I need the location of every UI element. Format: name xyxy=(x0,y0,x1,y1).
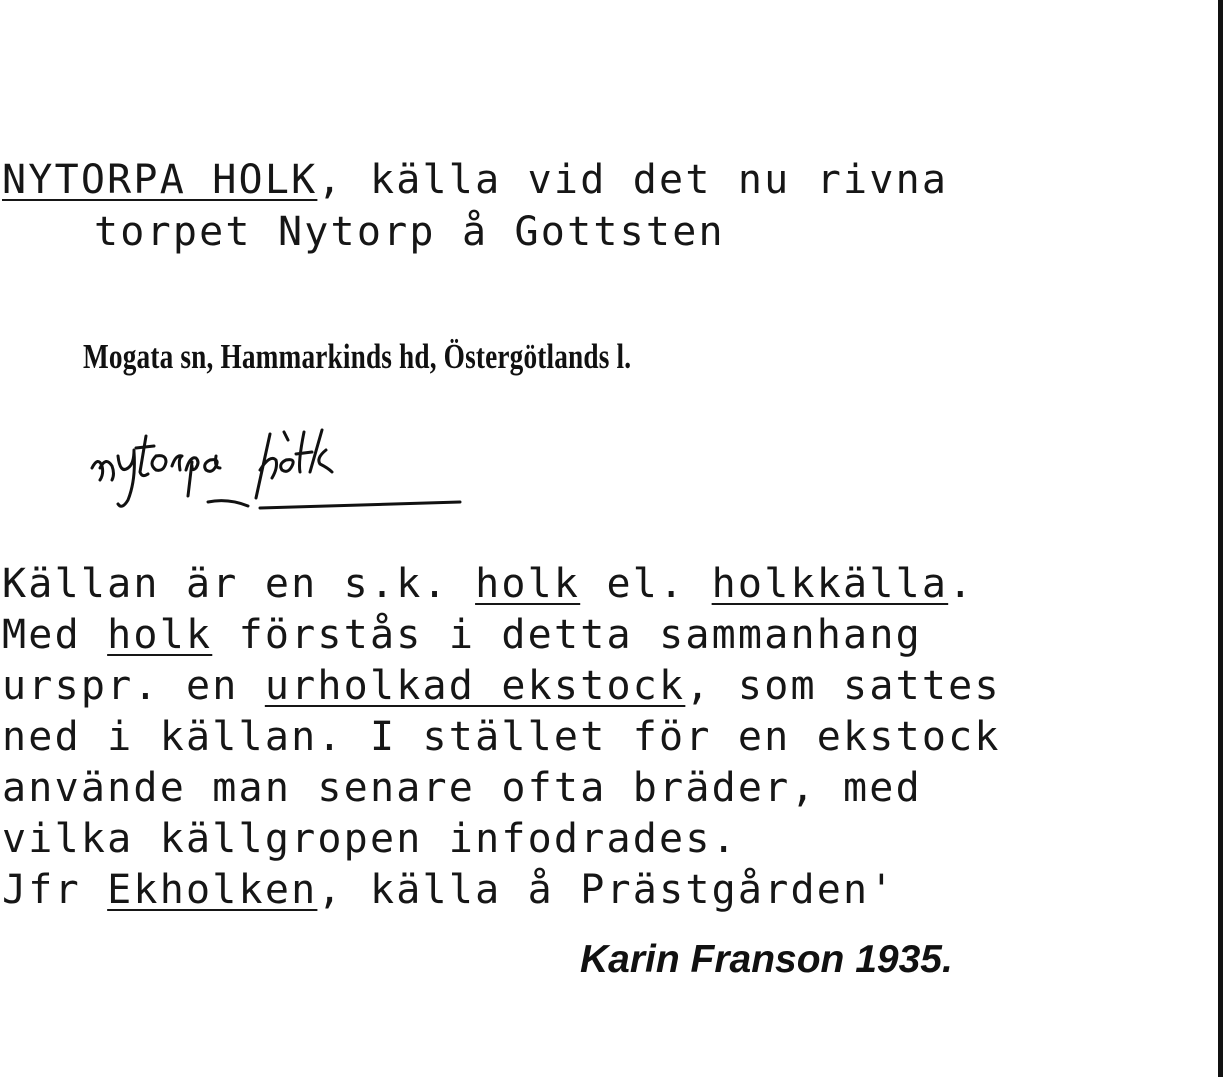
entry-title-line-2: torpet Nytorp å Gottsten xyxy=(94,209,725,255)
body-line-3-text-a: urspr. en xyxy=(2,663,265,709)
underlined-term-urholkad-ekstock: urholkad ekstock xyxy=(264,663,686,709)
body-text xyxy=(2,559,1001,916)
body-line-6: vilka källgropen infodrades. xyxy=(2,816,738,862)
entry-name: NYTORPA HOLK xyxy=(2,157,318,203)
card-edge-line xyxy=(1218,0,1223,1077)
location-stamp: Mogata sn, Hammarkinds hd, Östergötlands l. xyxy=(83,337,632,376)
body-line-7 xyxy=(2,867,896,913)
body-line-7-text-b: , källa å Prästgården' xyxy=(317,867,896,913)
handwritten-pronunciation-drawing xyxy=(90,426,470,516)
body-line-5: använde man senare ofta bräder, med xyxy=(2,765,922,811)
body-line-3 xyxy=(2,663,1001,709)
signature: Karin Franson 1935. xyxy=(580,938,953,981)
body-line-1-text-a: Källan är en s.k. xyxy=(2,561,476,607)
underlined-term-holkkalla: holkkälla xyxy=(711,561,949,607)
underlined-term-holk: holk xyxy=(475,561,581,607)
body-line-4: ned i källan. I stället för en ekstock xyxy=(2,714,1001,760)
body-line-1 xyxy=(2,561,974,607)
underlined-term-ekholken: Ekholken xyxy=(107,867,318,913)
body-line-3-text-b: , som sattes xyxy=(685,663,1001,709)
underlined-term-holk-2: holk xyxy=(107,612,213,658)
body-line-1-text-c: . xyxy=(948,561,975,607)
body-line-2 xyxy=(2,612,922,658)
body-line-2-text-a: Med xyxy=(2,612,108,658)
entry-title-rest: , källa vid det nu rivna xyxy=(317,157,949,203)
entry-title-line xyxy=(2,155,948,206)
body-line-2-text-b: förstås i detta sammanhang xyxy=(212,612,922,658)
body-line-7-text-a: Jfr xyxy=(2,867,108,913)
body-line-1-text-b: el. xyxy=(580,561,712,607)
